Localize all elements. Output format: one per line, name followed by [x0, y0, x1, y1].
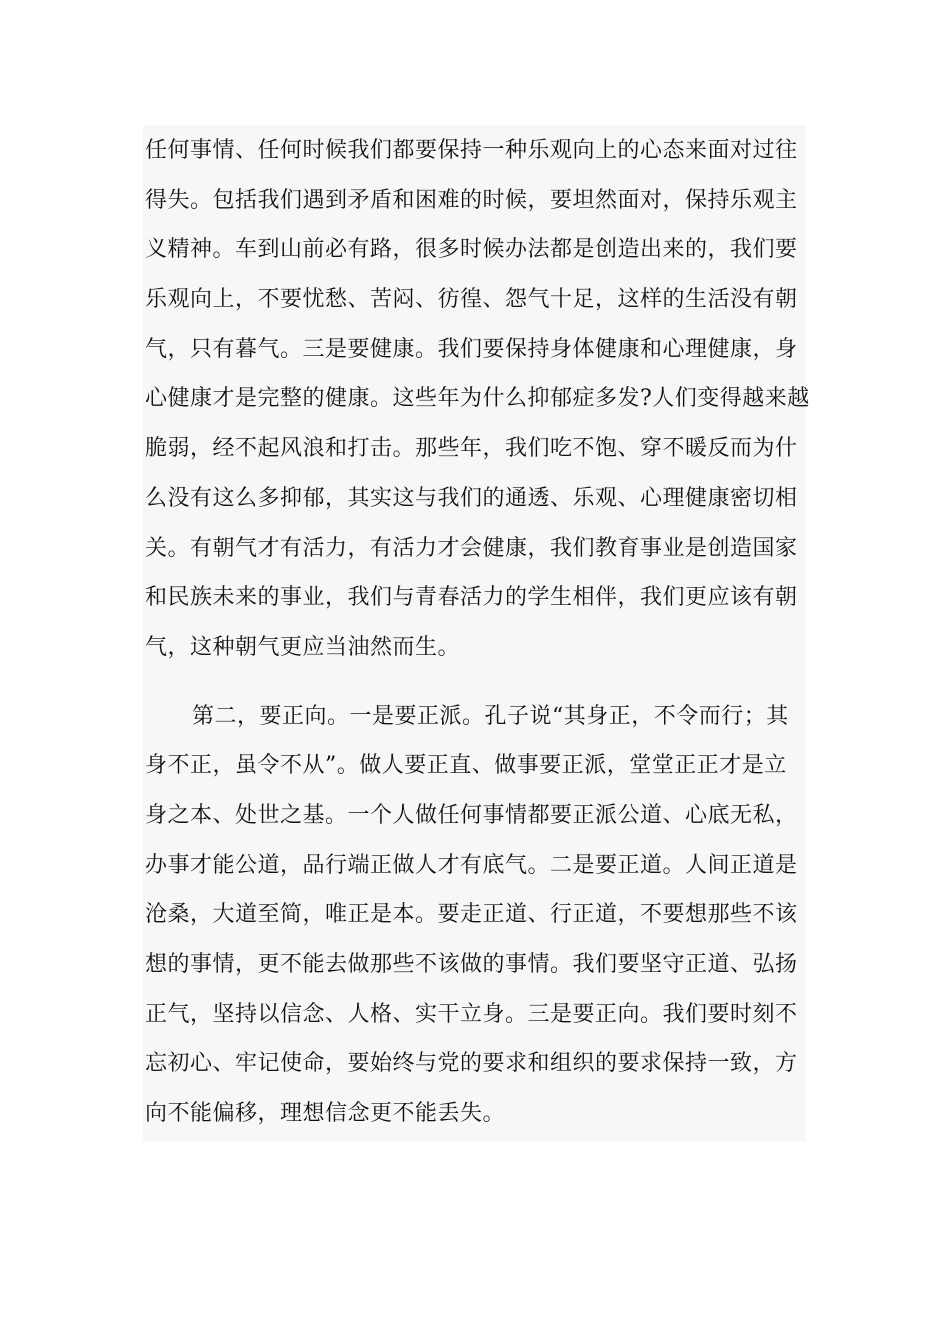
text-line: 身之本、处世之基。一个人做任何事情都要正派公道、心底无私，	[145, 802, 798, 828]
text-line: 和民族未来的事业，我们与青春活力的学生相伴，我们更应该有朝	[145, 585, 798, 611]
paragraph-1	[145, 125, 810, 673]
text-line: 气，只有暮气。三是要健康。我们要保持身体健康和心理健康，身	[145, 336, 798, 362]
text-line: 得失。包括我们遇到矛盾和困难的时候，要坦然面对，保持乐观主	[145, 187, 798, 213]
text-line: 忘初心、牢记使命，要始终与党的要求和组织的要求保持一致，方	[145, 1051, 798, 1077]
text-line: 脆弱，经不起风浪和打击。那些年，我们吃不饱、穿不暖反而为什	[145, 436, 798, 462]
text-line: 向不能偏移，理想信念更不能丢失。	[145, 1101, 506, 1127]
text-line: 正气，坚持以信念、人格、实干立身。三是要正向。我们要时刻不	[145, 1001, 798, 1027]
text-line: 任何事情、任何时候我们都要保持一种乐观向上的心态来面对过往	[145, 138, 798, 163]
text-line: 沧桑，大道至简，唯正是本。要走正道、行正道，不要想那些不该	[145, 902, 798, 928]
text-line: 办事才能公道，品行端正做人才有底气。二是要正道。人间正道是	[145, 852, 798, 878]
text-line: 身不正，虽令不从”。做人要正直、做事要正派，堂堂正正才是立	[145, 753, 787, 779]
document-text-block	[143, 125, 810, 1142]
text-line: 第二，要正向。一是要正派。孔子说“其身正，不令而行；其	[192, 703, 789, 729]
text-line: 气，这种朝气更应当油然而生。	[145, 634, 461, 660]
text-line: 想的事情，更不能去做那些不该做的事情。我们要坚守正道、弘扬	[145, 952, 798, 977]
text-line: 乐观向上，不要忧愁、苦闷、彷徨、怨气十足，这样的生活没有朝	[145, 287, 798, 313]
text-line: 义精神。车到山前必有路，很多时候办法都是创造出来的，我们要	[145, 237, 798, 263]
text-line: 心健康才是完整的健康。这些年为什么抑郁症多发?人们变得越来越	[145, 386, 810, 412]
text-line: 么没有这么多抑郁，其实这与我们的通透、乐观、心理健康密切相	[145, 485, 798, 511]
paragraph-2	[145, 692, 806, 1139]
text-line: 关。有朝气才有活力，有活力才会健康，我们教育事业是创造国家	[145, 535, 798, 561]
